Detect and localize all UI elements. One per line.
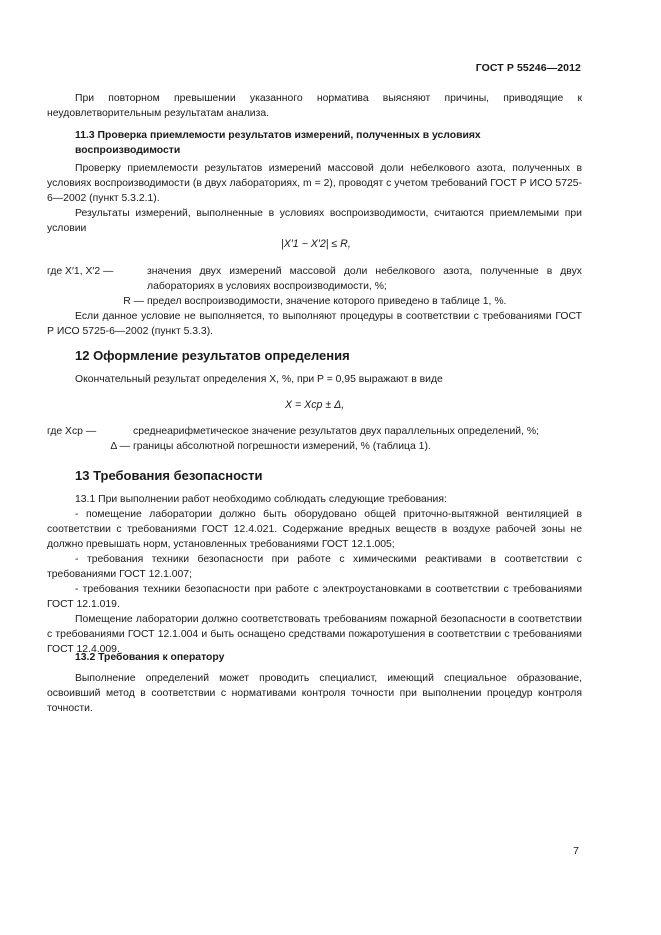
where-delta: Δ — границы абсолютной погрешности измерений, % (таблица 1). — [110, 441, 431, 452]
where-x1-x2: где X′1, X′2 — значения двух измерений массовой доли небелкового азота, полученные в двух лабораториях в условиях воспроизводимости, %; — [47, 266, 582, 292]
page-number: 7 — [573, 845, 579, 857]
section-11-3-where — [47, 264, 582, 339]
requirement-electrical: - требования техники безопасности при работе с электроустановками в соответствии с требованиями ГОСТ 12.1.019. — [47, 584, 582, 610]
section-11-3-paragraph-3: Если данное условие не выполняется, то выполняют процедуры в соответствии с требованиями ГОСТ Р ИСО 5725-6—2002 (пункт 5.3.3). — [47, 311, 582, 337]
section-13-title: 13 Требования безопасности — [75, 468, 263, 483]
requirement-fire-safety: Помещение лаборатории должно соответствовать требованиям пожарной безопасности в соответствии с требованиями ГОСТ 12.1.004 и быть оснащено средствами пожаротушения в соответствии с требованиями ГОСТ 12.4.009. — [47, 614, 582, 655]
formula-reproducibility: |X′1 − X′2| ≤ R, — [281, 238, 351, 250]
section-11-3-paragraph-1: Проверку приемлемости результатов измерений массовой доли небелкового азота, полученных в условиях воспроизводимости (в двух лабораториях, m = 2), проводят с учетом требований ГОСТ Р ИСО 5725-6—2002 (пункт 5.3.2.1). — [47, 163, 582, 204]
formula-final-result: X = Xср ± Δ, — [285, 399, 345, 411]
section-13-1-intro: 13.1 При выполнении работ необходимо соблюдать следующие требования: — [75, 494, 447, 505]
paragraph-repeat-exceedance: При повторном превышении указанного норматива выясняют причины, приводящие к неудовлетворительным результатам анализа. — [47, 93, 582, 119]
section-12-where — [47, 424, 582, 454]
section-11-3-paragraph-2: Результаты измерений, выполненные в условиях воспроизводимости, считаются приемлемыми при условии — [47, 208, 582, 234]
where-xcp: где Xср — среднеарифметическое значение результатов двух параллельных определений, %; — [47, 426, 539, 437]
section-13-2 — [47, 650, 582, 716]
section-13-1 — [47, 492, 582, 657]
where-r: R — предел воспроизводимости, значение которого приведено в таблице 1, %. — [123, 296, 507, 307]
document-code-header: ГОСТ Р 55246—2012 — [475, 62, 581, 74]
requirement-ventilation: - помещение лаборатории должно быть оборудовано общей приточно-вытяжной вентиляцией в соответствии с требованиями ГОСТ 12.4.021. Содержание вредных веществ в воздухе рабочей зоны не должно превышать норм, установленных требованиями ГОСТ 12.1.005; — [47, 509, 582, 550]
section-13-2-paragraph: Выполнение определений может проводить специалист, имеющий специальное образование, освоивший метод в соответствии с нормативами контроля точности при выполнении процедур контроля точности. — [47, 673, 582, 714]
section-12-paragraph-1: Окончательный результат определения X, %, при P = 0,95 выражают в виде — [75, 374, 443, 385]
section-13-2-title: 13.2 Требования к оператору — [75, 652, 225, 663]
requirement-chemical-reagents: - требования техники безопасности при работе с химическими реактивами в соответствии с требованиями ГОСТ 12.1.007; — [47, 554, 582, 580]
section-11-3-title: 11.3 Проверка приемлемости результатов измерений, полученных в условиях воспроизводимости — [75, 130, 481, 156]
section-11-3 — [47, 128, 582, 236]
section-12-title: 12 Оформление результатов определения — [75, 348, 350, 363]
